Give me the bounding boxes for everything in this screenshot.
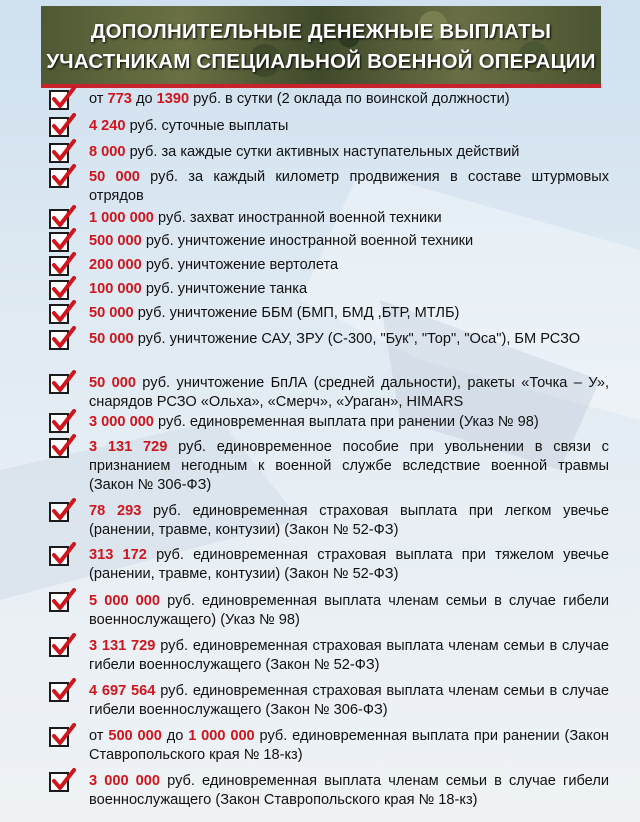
checkbox-checked-icon [49, 209, 69, 229]
item-text: руб. единовременная выплата при ранении (Закон Ставропольского края № 18-кз) [89, 728, 609, 763]
item-amount: 3 000 000 [89, 773, 161, 789]
checkbox-checked-icon [49, 304, 69, 324]
item-amount: 5 000 000 [89, 593, 161, 609]
item-amount: 1 000 000 [188, 728, 255, 744]
item-text-prefix: от [89, 728, 109, 744]
item-amount: 3 131 729 [89, 439, 168, 455]
item-text: руб. единовременная страховая выплата при тяжелом увечье (ранении, травме, контузии) (Закон № 52-ФЗ) [89, 547, 609, 582]
item-amount: 50 000 [89, 331, 134, 347]
item-amount: 3 131 729 [89, 638, 156, 654]
item-text: до [161, 728, 189, 744]
item-amount: 500 000 [89, 233, 142, 249]
item-amount: 4 240 [89, 118, 126, 134]
checkbox-checked-icon [49, 168, 69, 188]
checkbox-checked-icon [49, 117, 69, 137]
checkbox-checked-icon [49, 682, 69, 702]
checkbox-checked-icon [49, 90, 69, 110]
checkbox-checked-icon [49, 592, 69, 612]
item-amount: 200 000 [89, 257, 142, 273]
item-amount: 4 697 564 [89, 683, 156, 699]
checkbox-checked-icon [49, 727, 69, 747]
checkbox-checked-icon [49, 438, 69, 458]
item-amount: 1390 [156, 91, 190, 107]
checkbox-checked-icon [49, 772, 69, 792]
item-text: руб. уничтожение танка [141, 281, 308, 297]
item-amount: 50 000 [89, 169, 140, 185]
checkbox-checked-icon [49, 413, 69, 433]
item-text: руб. уничтожение САУ, ЗРУ (С-300, "Бук", "Тор", "Оса"), БМ РСЗО [133, 331, 581, 347]
checkbox-checked-icon [49, 256, 69, 276]
item-amount: 78 293 [89, 503, 142, 519]
item-text: руб. единовременная выплата при ранении (Указ № 98) [153, 414, 539, 430]
header-title-line1: ДОПОЛНИТЕЛЬНЫЕ ДЕНЕЖНЫЕ ВЫПЛАТЫ [90, 20, 552, 43]
item-text: руб. в сутки (2 оклада по воинской должности) [189, 91, 510, 107]
item-amount: 50 000 [89, 375, 136, 391]
item-text: руб. захват иностранной военной техники [153, 210, 442, 226]
header-title-line2: УЧАСТНИКАМ СПЕЦИАЛЬНОЙ ВОЕННОЙ ОПЕРАЦИИ [46, 50, 596, 73]
item-text: до [131, 91, 157, 107]
item-text: руб. уничтожение иностранной военной техники [141, 233, 474, 249]
item-text: руб. единовременная страховая выплата членам семьи в случае гибели военнослужащего (Закон № 52-ФЗ) [89, 638, 609, 673]
item-text: руб. единовременная страховая выплата при легком увечье (ранении, травме, контузии) (Закон № 52-ФЗ) [89, 503, 609, 538]
checkbox-checked-icon [49, 637, 69, 657]
item-amount: 50 000 [89, 305, 134, 321]
header-banner [41, 6, 601, 88]
item-text: руб. уничтожение ББМ (БМП, БМД ,БТР, МТЛБ) [133, 305, 460, 321]
item-amount: 1 000 000 [89, 210, 154, 226]
item-amount: 100 000 [89, 281, 142, 297]
item-text: руб. единовременное пособие при увольнении в связи с признанием негодным к военной службе вследствие военной травмы (Закон № 306-ФЗ) [89, 439, 609, 493]
item-amount: 8 000 [89, 144, 126, 160]
item-amount: 313 172 [89, 547, 147, 563]
checkbox-checked-icon [49, 280, 69, 300]
checkbox-checked-icon [49, 143, 69, 163]
item-text: руб. единовременная страховая выплата членам семьи в случае гибели военнослужащего (Закон № 306-ФЗ) [89, 683, 609, 718]
item-text: руб. единовременная выплата членам семьи в случае гибели военнослужащего (Закон Ставропольского края № 18-кз) [89, 773, 609, 808]
checkbox-checked-icon [49, 546, 69, 566]
item-amount: 500 000 [108, 728, 162, 744]
item-amount: 773 [107, 91, 132, 107]
checkbox-checked-icon [49, 374, 69, 394]
item-amount: 3 000 000 [89, 414, 154, 430]
item-text: руб. суточные выплаты [125, 118, 289, 134]
checkbox-checked-icon [49, 502, 69, 522]
item-text: руб. уничтожение БпЛА (средней дальности), ракеты «Точка – У», снарядов РСЗО «Ольха», «Смерч», «Ураган», HIMARS [89, 375, 609, 410]
checkbox-checked-icon [49, 330, 69, 350]
item-text: руб. за каждый километр продвижения в составе штурмовых отрядов [89, 169, 609, 204]
item-text: руб. единовременная выплата членам семьи в случае гибели военнослужащего) (Указ № 98) [89, 593, 609, 628]
checkbox-checked-icon [49, 232, 69, 252]
item-text: руб. уничтожение вертолета [141, 257, 339, 273]
item-text-prefix: от [89, 91, 108, 107]
item-text: руб. за каждые сутки активных наступательных действий [125, 144, 520, 160]
